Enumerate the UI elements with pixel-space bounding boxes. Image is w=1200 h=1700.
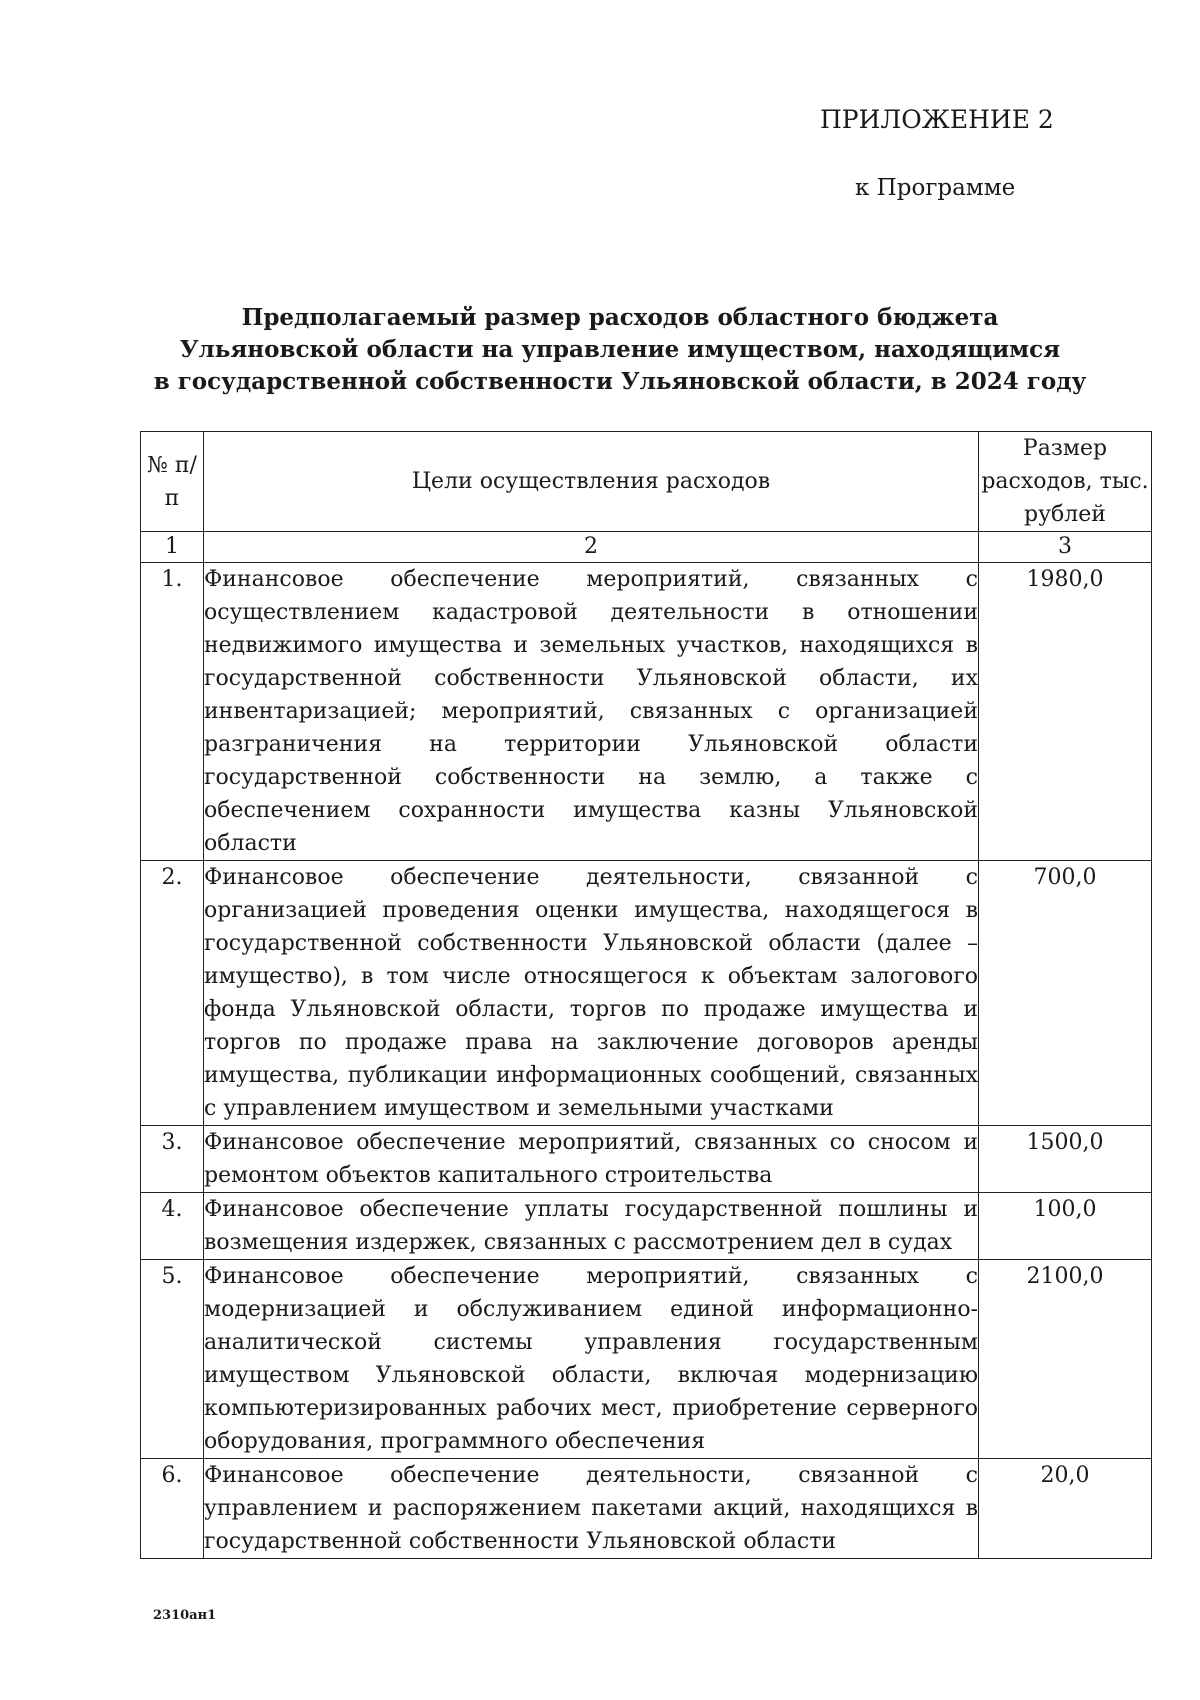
title-line-3: в государственной собственности Ульяновской области, в 2024 году	[153, 368, 1087, 395]
row-amount: 20,0	[979, 1459, 1152, 1559]
row-number: 6.	[141, 1459, 204, 1559]
column-index-3: 3	[979, 532, 1152, 563]
title-line-2: Ульяновской области на управление имуществом, находящимся	[179, 336, 1061, 363]
row-amount: 100,0	[979, 1193, 1152, 1260]
row-number: 1.	[141, 563, 204, 861]
header-amount: Размер расходов, тыс. рублей	[979, 432, 1152, 532]
row-goal: Финансовое обеспечение мероприятий, связанных с осуществлением кадастровой деятельности в отношении недвижимого имущества и земельных участков, находящихся в государственной собственности Ульяновской области, их инвентаризацией; мероприятий, связанных с организацией разграничения на территории Ульяновской области государственной собственности на землю, а также с обеспечением сохранности имущества казны Ульяновской области	[204, 563, 979, 861]
row-number: 5.	[141, 1260, 204, 1459]
document-code: 2310ан1	[153, 1608, 217, 1623]
column-index-1: 1	[141, 532, 204, 563]
row-amount: 1980,0	[979, 563, 1152, 861]
row-goal: Финансовое обеспечение деятельности, связанной с организацией проведения оценки имущества, находящегося в государственной собственности Ульяновской области (далее – имущество), в том числе относящегося к объектам залогового фонда Ульяновской области, торгов по продаже имущества и торгов по продаже права на заключение договоров аренды имущества, публикации информационных сообщений, связанных с управлением имуществом и земельными участками	[204, 861, 979, 1126]
row-number: 3.	[141, 1126, 204, 1193]
row-number: 4.	[141, 1193, 204, 1260]
table-row	[141, 1459, 1152, 1559]
column-index-row	[141, 532, 1152, 563]
program-reference: к Программе	[855, 175, 1016, 201]
row-amount: 2100,0	[979, 1260, 1152, 1459]
row-goal: Финансовое обеспечение мероприятий, связанных со сносом и ремонтом объектов капитального строительства	[204, 1126, 979, 1193]
header-number: № п/п	[141, 432, 204, 532]
row-amount: 700,0	[979, 861, 1152, 1126]
row-goal: Финансовое обеспечение уплаты государственной пошлины и возмещения издержек, связанных с рассмотрением дел в судах	[204, 1193, 979, 1260]
header-goals: Цели осуществления расходов	[204, 432, 979, 532]
table-row	[141, 1126, 1152, 1193]
row-goal: Финансовое обеспечение деятельности, связанной с управлением и распоряжением пакетами акций, находящихся в государственной собственности Ульяновской области	[204, 1459, 979, 1559]
table-row	[141, 1260, 1152, 1459]
document-title	[140, 302, 1100, 398]
row-goal: Финансовое обеспечение мероприятий, связанных с модернизацией и обслуживанием единой информационно-аналитической системы управления государственным имуществом Ульяновской области, включая модернизацию компьютеризированных рабочих мест, приобретение серверного оборудования, программного обеспечения	[204, 1260, 979, 1459]
title-line-1: Предполагаемый размер расходов областного бюджета	[241, 304, 999, 331]
table-row	[141, 563, 1152, 861]
appendix-label: ПРИЛОЖЕНИЕ 2	[820, 105, 1054, 134]
row-number: 2.	[141, 861, 204, 1126]
table-header-row	[141, 432, 1152, 532]
table-row	[141, 861, 1152, 1126]
column-index-2: 2	[204, 532, 979, 563]
table-row	[141, 1193, 1152, 1260]
row-amount: 1500,0	[979, 1126, 1152, 1193]
expenses-table	[140, 431, 1152, 1559]
